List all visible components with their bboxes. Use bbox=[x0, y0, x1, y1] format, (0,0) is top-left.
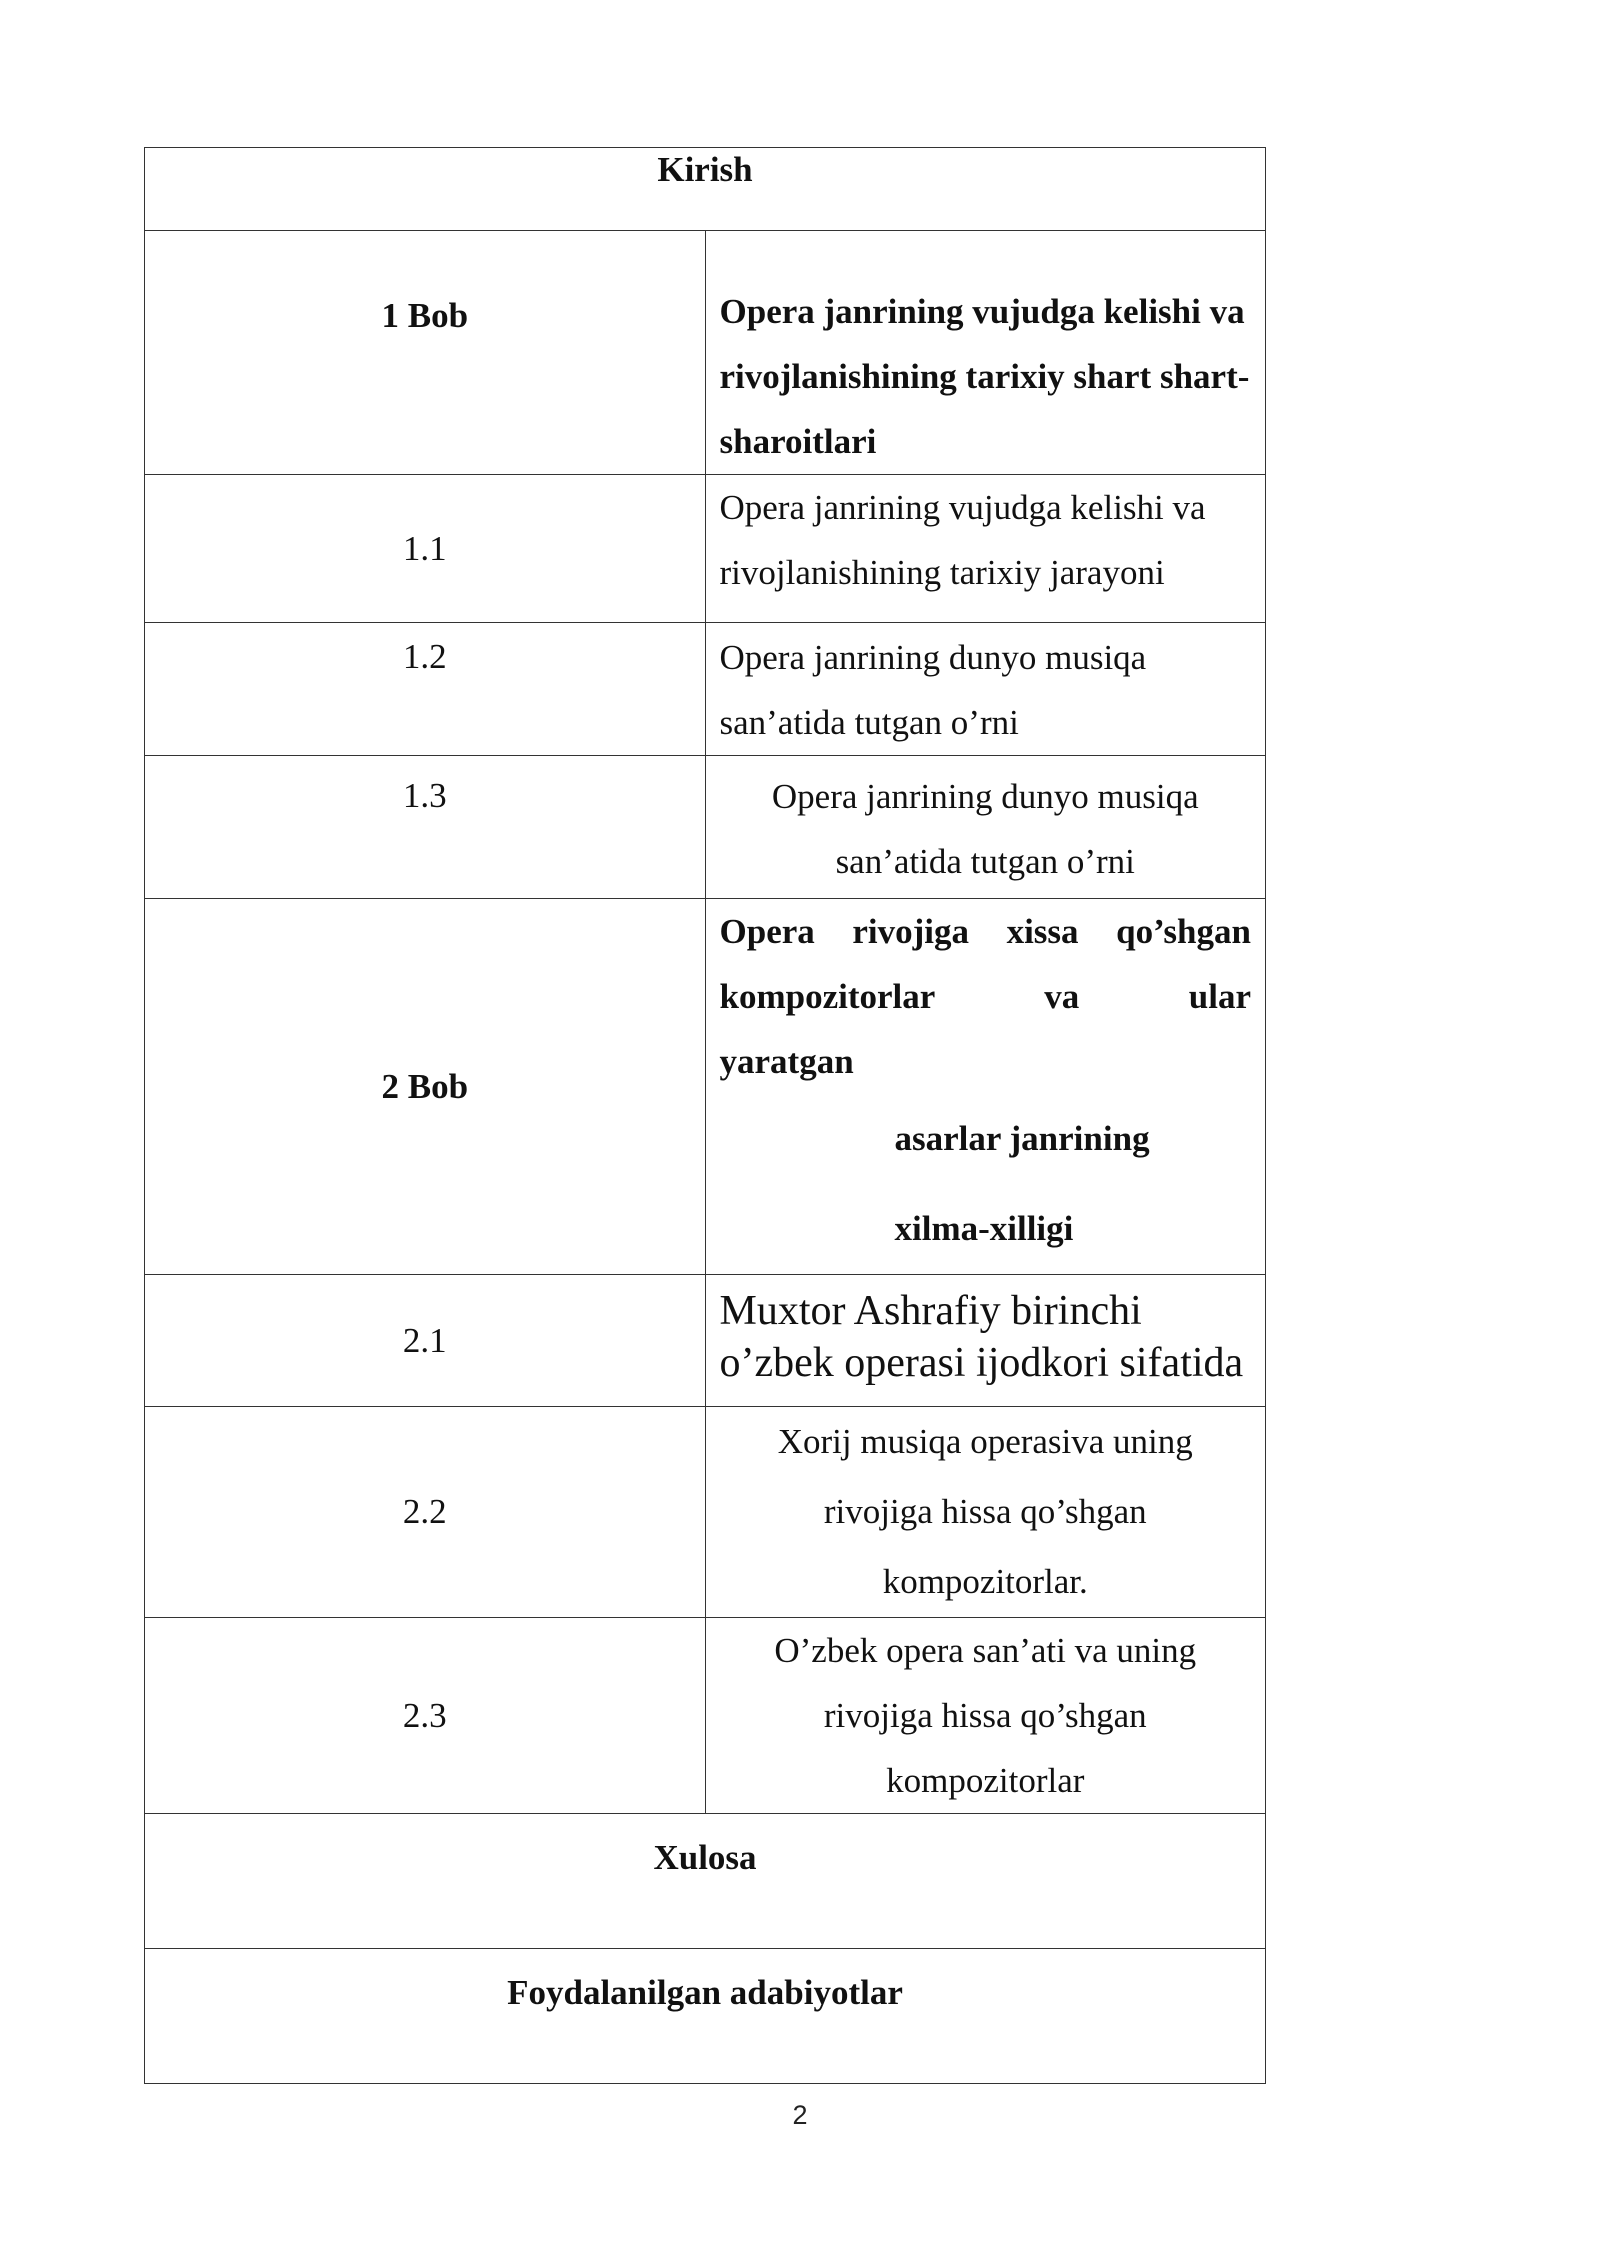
toc-row-references bbox=[145, 1949, 1266, 2084]
section-2-3-number: 2.3 bbox=[145, 1618, 706, 1814]
toc-row-1-2 bbox=[145, 623, 1266, 756]
toc-row-1-1 bbox=[145, 475, 1266, 623]
chapter-2-title-line-1: Opera rivojiga xissa qo’shgan kompozitorlar va ular bbox=[719, 912, 1251, 1016]
section-1-3-title: Opera janrining dunyo musiqa san’atida tutgan o’rni bbox=[705, 756, 1266, 899]
chapter-2-number: 2 Bob bbox=[145, 899, 706, 1275]
chapter-2-title-line-3: asarlar janrining xilma-xilligi bbox=[894, 1119, 1150, 1248]
chapter-2-title-line-2: yaratgan bbox=[719, 1042, 854, 1081]
toc-row-conclusion bbox=[145, 1814, 1266, 1949]
toc-row-2-3 bbox=[145, 1618, 1266, 1814]
toc-row-1-3 bbox=[145, 756, 1266, 899]
section-2-2-title-line-1: Xorij musiqa operasiva uning rivojiga hissa qo’shgan bbox=[777, 1422, 1193, 1531]
chapter-1-number: 1 Bob bbox=[145, 231, 706, 475]
section-1-2-number: 1.2 bbox=[145, 623, 706, 756]
section-2-2-number: 2.2 bbox=[145, 1407, 706, 1618]
toc-conclusion: Xulosa bbox=[145, 1814, 1266, 1949]
section-2-1-number: 2.1 bbox=[145, 1275, 706, 1407]
section-1-1-title: Opera janrining vujudga kelishi va rivojlanishining tarixiy jarayoni bbox=[705, 475, 1266, 623]
section-1-2-title: Opera janrining dunyo musiqa san’atida tutgan o’rni bbox=[705, 623, 1266, 756]
section-2-2-title-line-2: kompozitorlar. bbox=[882, 1562, 1088, 1601]
section-2-3-title bbox=[705, 1618, 1266, 1814]
toc-row-intro bbox=[145, 148, 1266, 231]
chapter-2-title bbox=[705, 899, 1266, 1275]
section-1-1-number: 1.1 bbox=[145, 475, 706, 623]
toc-row-chapter-1 bbox=[145, 231, 1266, 475]
section-2-3-title-line-1: O’zbek opera san’ati va uning rivojiga hissa qo’shgan bbox=[774, 1631, 1197, 1735]
section-1-3-number: 1.3 bbox=[145, 756, 706, 899]
toc-references: Foydalanilgan adabiyotlar bbox=[145, 1949, 1266, 2084]
section-2-2-title bbox=[705, 1407, 1266, 1618]
table-of-contents bbox=[144, 147, 1266, 2084]
toc-row-2-1 bbox=[145, 1275, 1266, 1407]
page-number: 2 bbox=[792, 2100, 808, 2130]
toc-intro: Kirish bbox=[145, 148, 1266, 231]
section-2-1-title: Muxtor Ashrafiy birinchi o’zbek operasi ijodkori sifatida bbox=[705, 1275, 1266, 1407]
section-2-3-title-line-2: kompozitorlar bbox=[886, 1761, 1085, 1800]
chapter-1-title: Opera janrining vujudga kelishi va rivojlanishining tarixiy shart shart- sharoitlari bbox=[705, 231, 1266, 475]
toc-row-chapter-2 bbox=[145, 899, 1266, 1275]
toc-row-2-2 bbox=[145, 1407, 1266, 1618]
